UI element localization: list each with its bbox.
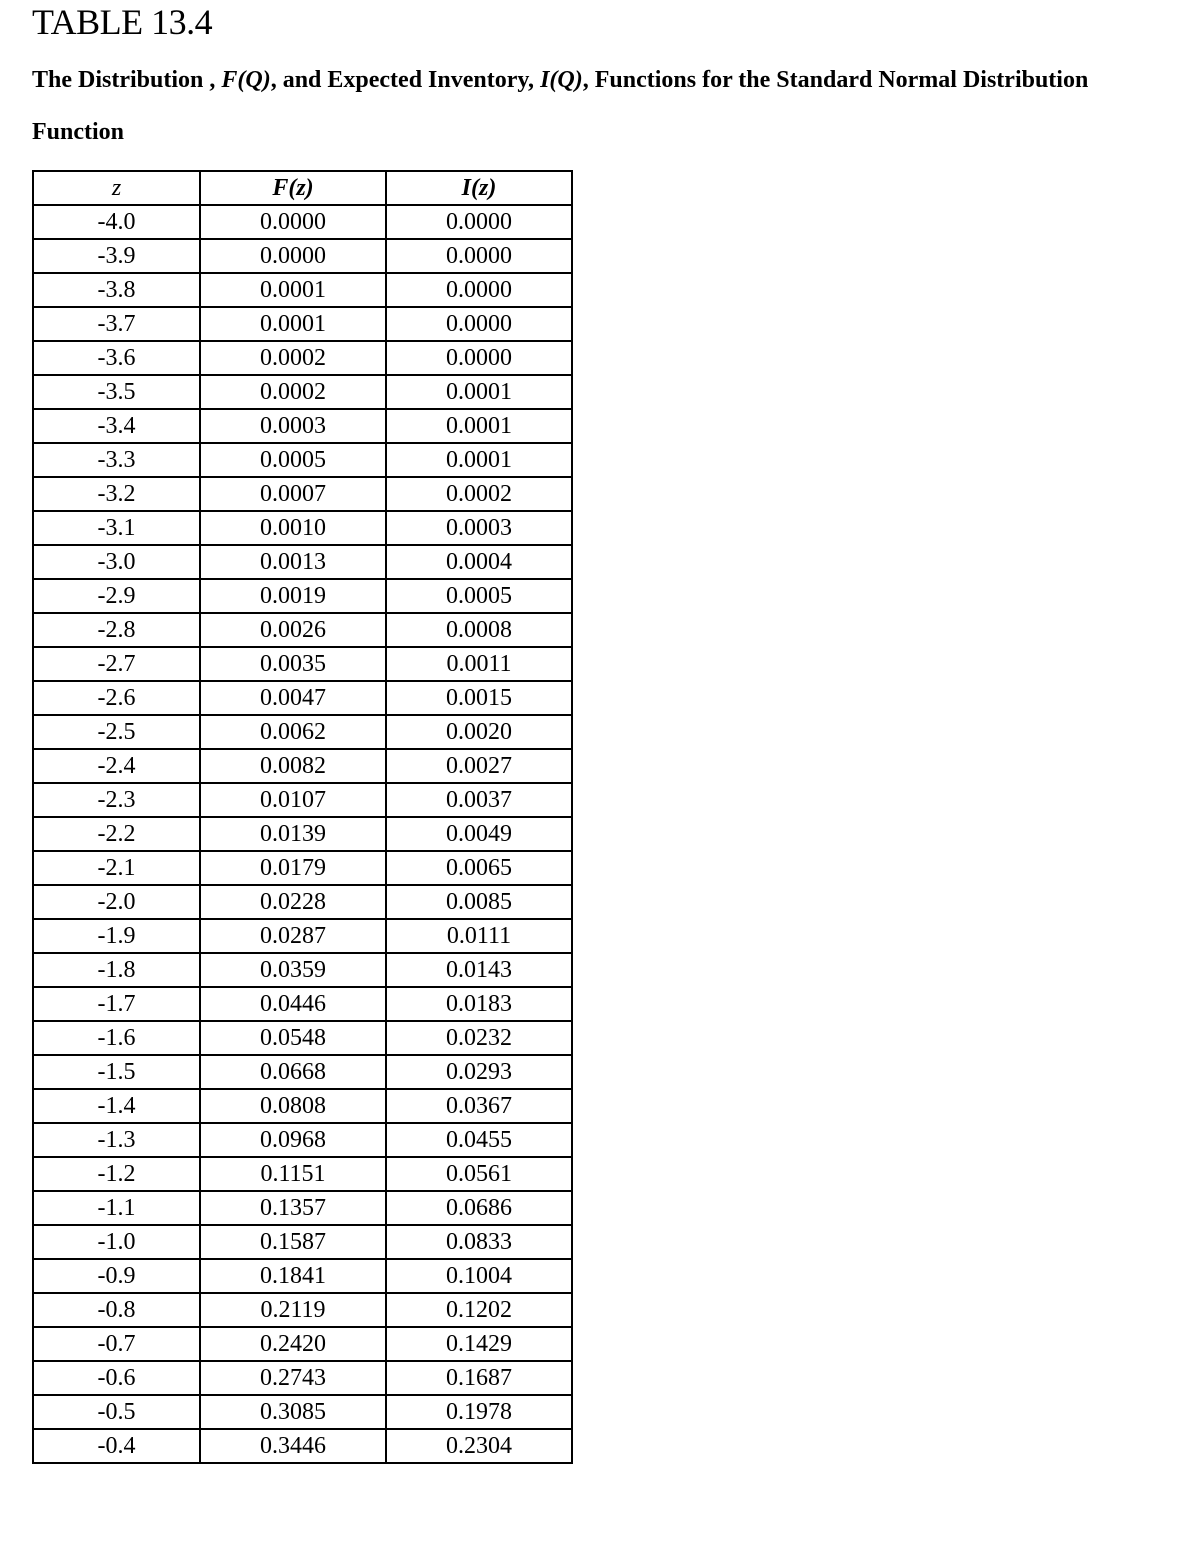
- f-value-cell: 0.1151: [200, 1157, 386, 1191]
- caption-f-symbol: F(Q): [221, 67, 271, 93]
- i-value-cell: 0.0020: [386, 715, 572, 749]
- i-value-cell: 0.1202: [386, 1293, 572, 1327]
- table-row: [33, 511, 572, 545]
- table-row: [33, 1055, 572, 1089]
- table-row: [33, 1123, 572, 1157]
- caption-text-3: , Functions for the Standard Normal Distribution: [582, 67, 1089, 93]
- table-row: [33, 1089, 572, 1123]
- f-value-cell: 0.0228: [200, 885, 386, 919]
- table-row: [33, 987, 572, 1021]
- table-row: [33, 375, 572, 409]
- i-value-cell: 0.1687: [386, 1361, 572, 1395]
- i-value-cell: 0.0232: [386, 1021, 572, 1055]
- i-value-cell: 0.0001: [386, 443, 572, 477]
- table-row: [33, 851, 572, 885]
- i-value-cell: 0.1978: [386, 1395, 572, 1429]
- i-value-cell: 0.0005: [386, 579, 572, 613]
- f-value-cell: 0.0019: [200, 579, 386, 613]
- table-row: [33, 1191, 572, 1225]
- z-value-cell: -2.3: [33, 783, 200, 817]
- z-value-cell: -3.1: [33, 511, 200, 545]
- z-value-cell: -1.4: [33, 1089, 200, 1123]
- z-value-cell: -3.3: [33, 443, 200, 477]
- table-row: [33, 443, 572, 477]
- z-value-cell: -0.6: [33, 1361, 200, 1395]
- table-row: [33, 885, 572, 919]
- table-row: [33, 545, 572, 579]
- f-value-cell: 0.2420: [200, 1327, 386, 1361]
- z-value-cell: -3.4: [33, 409, 200, 443]
- f-value-cell: 0.1357: [200, 1191, 386, 1225]
- table-row: [33, 1293, 572, 1327]
- f-value-cell: 0.3446: [200, 1429, 386, 1463]
- table-row: [33, 307, 572, 341]
- z-value-cell: -2.5: [33, 715, 200, 749]
- z-value-cell: -2.2: [33, 817, 200, 851]
- table-row: [33, 1021, 572, 1055]
- z-value-cell: -3.8: [33, 273, 200, 307]
- table-row: [33, 239, 572, 273]
- z-value-cell: -3.2: [33, 477, 200, 511]
- i-value-cell: 0.0000: [386, 307, 572, 341]
- i-value-cell: 0.0049: [386, 817, 572, 851]
- i-value-cell: 0.0833: [386, 1225, 572, 1259]
- f-value-cell: 0.0001: [200, 273, 386, 307]
- f-value-cell: 0.0179: [200, 851, 386, 885]
- f-value-cell: 0.0062: [200, 715, 386, 749]
- z-value-cell: -2.0: [33, 885, 200, 919]
- f-value-cell: 0.0010: [200, 511, 386, 545]
- table-row: [33, 341, 572, 375]
- i-value-cell: 0.0000: [386, 205, 572, 239]
- table-caption-continuation: Function: [32, 119, 125, 145]
- i-value-cell: 0.0001: [386, 409, 572, 443]
- z-value-cell: -1.1: [33, 1191, 200, 1225]
- caption-text-2: , and Expected Inventory,: [270, 67, 541, 93]
- f-value-cell: 0.0548: [200, 1021, 386, 1055]
- table-row: [33, 579, 572, 613]
- i-value-cell: 0.0561: [386, 1157, 572, 1191]
- table-row: [33, 205, 572, 239]
- table-row: [33, 273, 572, 307]
- i-value-cell: 0.0003: [386, 511, 572, 545]
- table-row: [33, 817, 572, 851]
- table-caption: [32, 64, 1088, 96]
- distribution-table-container: [32, 170, 573, 1464]
- f-value-cell: 0.0007: [200, 477, 386, 511]
- z-value-cell: -2.7: [33, 647, 200, 681]
- table-row: [33, 1429, 572, 1463]
- z-value-cell: -1.8: [33, 953, 200, 987]
- table-row: [33, 1361, 572, 1395]
- z-value-cell: -0.4: [33, 1429, 200, 1463]
- i-value-cell: 0.0002: [386, 477, 572, 511]
- i-value-cell: 0.0015: [386, 681, 572, 715]
- table-row: [33, 1395, 572, 1429]
- header-f-z: F(z): [200, 171, 386, 205]
- f-value-cell: 0.0287: [200, 919, 386, 953]
- z-value-cell: -1.0: [33, 1225, 200, 1259]
- f-value-cell: 0.0026: [200, 613, 386, 647]
- i-value-cell: 0.0000: [386, 273, 572, 307]
- table-body: [33, 205, 572, 1463]
- i-value-cell: 0.0001: [386, 375, 572, 409]
- f-value-cell: 0.0047: [200, 681, 386, 715]
- f-value-cell: 0.0002: [200, 341, 386, 375]
- f-value-cell: 0.0000: [200, 205, 386, 239]
- table-row: [33, 749, 572, 783]
- i-value-cell: 0.0367: [386, 1089, 572, 1123]
- z-value-cell: -2.9: [33, 579, 200, 613]
- table-header-row: [33, 171, 572, 205]
- i-value-cell: 0.0027: [386, 749, 572, 783]
- i-value-cell: 0.0293: [386, 1055, 572, 1089]
- z-value-cell: -0.8: [33, 1293, 200, 1327]
- z-value-cell: -2.6: [33, 681, 200, 715]
- z-value-cell: -3.9: [33, 239, 200, 273]
- z-value-cell: -0.7: [33, 1327, 200, 1361]
- caption-i-symbol: I(Q): [540, 67, 583, 93]
- table-row: [33, 1259, 572, 1293]
- table-row: [33, 715, 572, 749]
- f-value-cell: 0.3085: [200, 1395, 386, 1429]
- z-value-cell: -2.1: [33, 851, 200, 885]
- f-value-cell: 0.0139: [200, 817, 386, 851]
- f-value-cell: 0.0003: [200, 409, 386, 443]
- table-row: [33, 477, 572, 511]
- table-row: [33, 681, 572, 715]
- i-value-cell: 0.1004: [386, 1259, 572, 1293]
- header-z: z: [33, 171, 200, 205]
- z-value-cell: -3.7: [33, 307, 200, 341]
- f-value-cell: 0.0668: [200, 1055, 386, 1089]
- i-value-cell: 0.0085: [386, 885, 572, 919]
- i-value-cell: 0.0004: [386, 545, 572, 579]
- f-value-cell: 0.0035: [200, 647, 386, 681]
- i-value-cell: 0.0111: [386, 919, 572, 953]
- f-value-cell: 0.0002: [200, 375, 386, 409]
- header-i-z: I(z): [386, 171, 572, 205]
- i-value-cell: 0.0065: [386, 851, 572, 885]
- f-value-cell: 0.1841: [200, 1259, 386, 1293]
- f-value-cell: 0.0808: [200, 1089, 386, 1123]
- f-value-cell: 0.0446: [200, 987, 386, 1021]
- z-value-cell: -1.9: [33, 919, 200, 953]
- z-value-cell: -4.0: [33, 205, 200, 239]
- i-value-cell: 0.0037: [386, 783, 572, 817]
- table-row: [33, 647, 572, 681]
- table-row: [33, 1225, 572, 1259]
- table-row: [33, 1327, 572, 1361]
- i-value-cell: 0.0686: [386, 1191, 572, 1225]
- f-value-cell: 0.0082: [200, 749, 386, 783]
- f-value-cell: 0.0359: [200, 953, 386, 987]
- table-row: [33, 1157, 572, 1191]
- z-value-cell: -3.6: [33, 341, 200, 375]
- f-value-cell: 0.1587: [200, 1225, 386, 1259]
- page-title: TABLE 13.4: [32, 2, 213, 42]
- z-value-cell: -1.3: [33, 1123, 200, 1157]
- f-value-cell: 0.0107: [200, 783, 386, 817]
- f-value-cell: 0.2119: [200, 1293, 386, 1327]
- distribution-table: [32, 170, 573, 1464]
- i-value-cell: 0.0011: [386, 647, 572, 681]
- z-value-cell: -2.8: [33, 613, 200, 647]
- f-value-cell: 0.0005: [200, 443, 386, 477]
- table-row: [33, 409, 572, 443]
- z-value-cell: -1.7: [33, 987, 200, 1021]
- z-value-cell: -1.6: [33, 1021, 200, 1055]
- f-value-cell: 0.2743: [200, 1361, 386, 1395]
- i-value-cell: 0.1429: [386, 1327, 572, 1361]
- f-value-cell: 0.0013: [200, 545, 386, 579]
- z-value-cell: -3.0: [33, 545, 200, 579]
- i-value-cell: 0.0143: [386, 953, 572, 987]
- z-value-cell: -2.4: [33, 749, 200, 783]
- i-value-cell: 0.0008: [386, 613, 572, 647]
- caption-text-1: The Distribution ,: [32, 67, 222, 93]
- z-value-cell: -1.5: [33, 1055, 200, 1089]
- z-value-cell: -1.2: [33, 1157, 200, 1191]
- i-value-cell: 0.0000: [386, 239, 572, 273]
- i-value-cell: 0.0000: [386, 341, 572, 375]
- table-row: [33, 953, 572, 987]
- table-row: [33, 613, 572, 647]
- z-value-cell: -0.5: [33, 1395, 200, 1429]
- table-row: [33, 919, 572, 953]
- table-row: [33, 783, 572, 817]
- i-value-cell: 0.2304: [386, 1429, 572, 1463]
- z-value-cell: -3.5: [33, 375, 200, 409]
- z-value-cell: -0.9: [33, 1259, 200, 1293]
- f-value-cell: 0.0968: [200, 1123, 386, 1157]
- f-value-cell: 0.0000: [200, 239, 386, 273]
- i-value-cell: 0.0183: [386, 987, 572, 1021]
- f-value-cell: 0.0001: [200, 307, 386, 341]
- i-value-cell: 0.0455: [386, 1123, 572, 1157]
